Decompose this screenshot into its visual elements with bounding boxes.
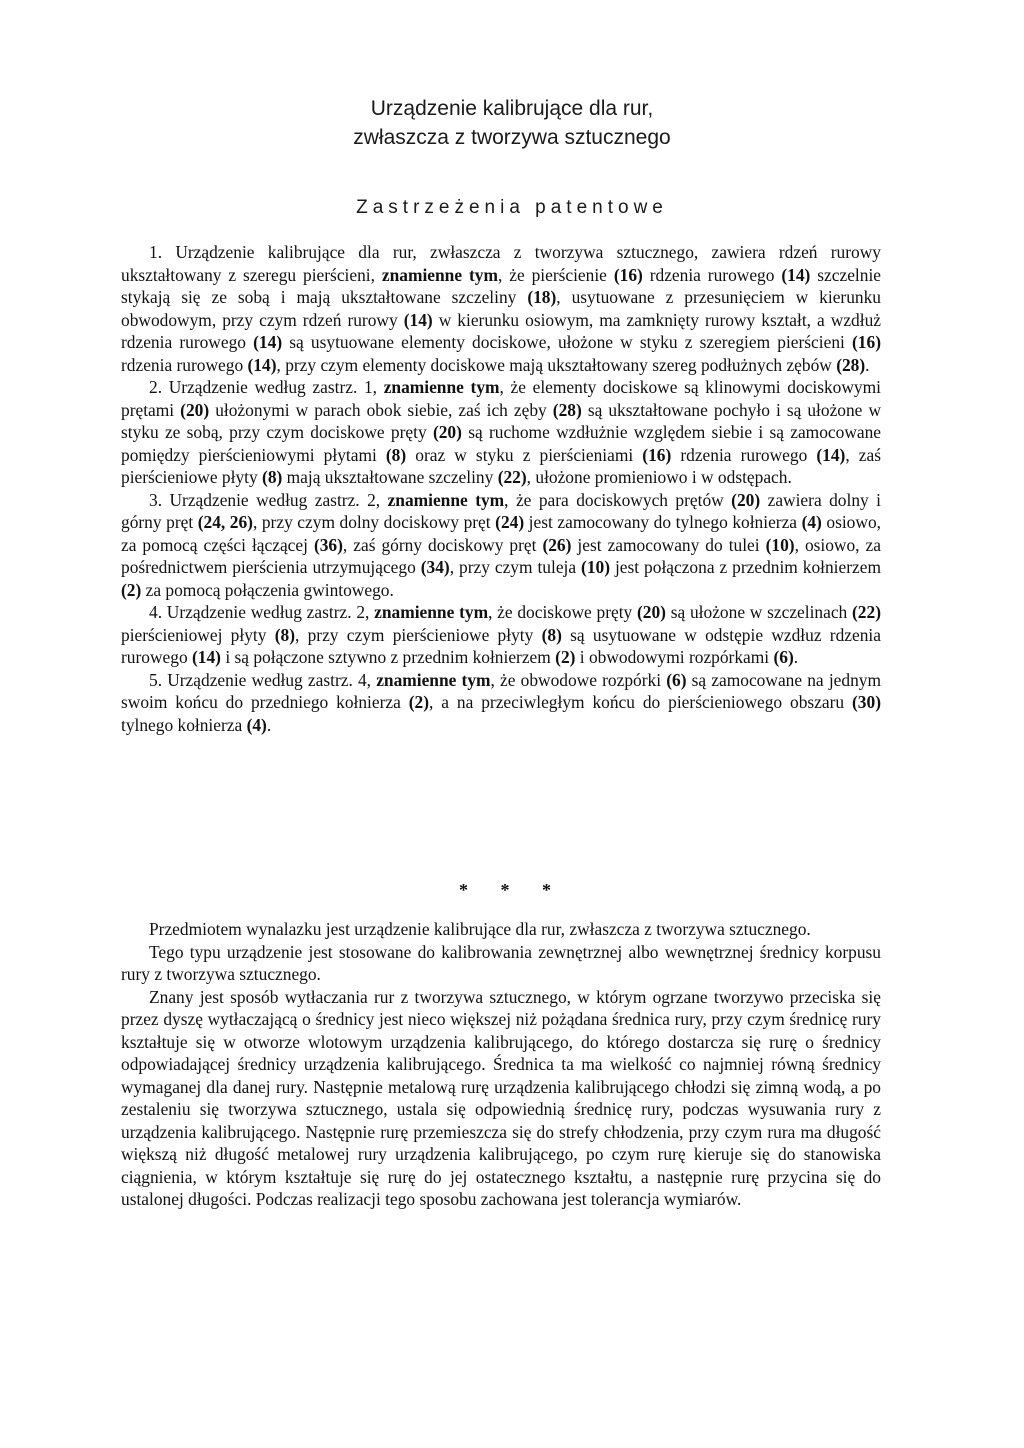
bold-run: znamienne tym xyxy=(381,264,498,285)
bold-run: (6) xyxy=(666,669,687,690)
description-paragraph-1: Przedmiotem wynalazku jest urządzenie kalibrujące dla rur, zwłaszcza z tworzywa sztucznego. xyxy=(149,919,811,939)
bold-run: (14) xyxy=(192,647,221,667)
claim-2: 2. Urządzenie według zastrz. 1, znamienne tym, że elementy dociskowe są klinowymi dociskowymi prętami (20) ułożonymi w parach obok siebie, zaś ich zęby (28) są ukształtowane pochyło i są ułożone w styku ze sobą, przy czym dociskowe pręty (20) są ruchome wzdłużnie względem siebie i są zamocowane pomiędzy pierścieniowymi płytami (8) oraz w styku z pierścieniami (16) rdzenia rurowego (14), zaś pierścieniowe płyty (8) mają ukształtowane szczeliny (22), ułożone promieniowo i w odstępach. xyxy=(121,377,882,487)
bold-run: znamienne tym xyxy=(383,377,500,397)
document-title-line-2: zwłaszcza z tworzywa sztucznego xyxy=(353,126,671,149)
bold-run: (26) xyxy=(542,534,572,555)
bold-run: znamienne tym xyxy=(387,489,505,510)
bold-run: (4) xyxy=(801,512,822,532)
bold-run: (22) xyxy=(852,602,881,622)
bold-run: (28) xyxy=(836,354,866,375)
bold-run: (6) xyxy=(773,647,794,667)
claim-3: 3. Urządzenie według zastrz. 2, znamienne tym, że para dociskowych prętów (20) zawiera dolny i górny pręt (24, 26), przy czym dolny dociskowy pręt (24) jest zamocowany do tylnego kołnierza (4) osiowo, za pomocą części łączącej (36), zaś górny dociskowy pręt (26) jest zamocowany do tulei (10), osiowo, za pośrednictwem pierścienia utrzymującego (34), przy czym tuleja (10) jest połączona z przednim kołnierzem (2) za pomocą połączenia gwintowego. xyxy=(121,489,881,600)
bold-run: (14) xyxy=(253,332,283,352)
bold-run: (30) xyxy=(852,692,881,712)
bold-run: (20) xyxy=(637,602,666,622)
claim-1: 1. Urządzenie kalibrujące dla rur, zwłaszcza z tworzywa sztucznego, zawiera rdzeń rurowy ukształtowany z szeregu pierścieni, znamienne tym, że pierścienie (16) rdzenia rurowego (14) szczelnie stykają się ze sobą i mają ukształtowane szczeliny (18), usytuowane z przesunięciem w kierunku obwodowym, przy czym rdzeń rurowy (14) w kierunku osiowym, ma zamknięty rurowy kształt, a wzdłuż rdzenia rurowego (14) są usytuowane elementy dociskowe, ułożone w styku z szeregiem pierścieni (16) rdzenia rurowego (14), przy czym elementy dociskowe mają ukształtowany szereg podłużnych zębów (28). xyxy=(121,242,881,375)
bold-run: (14) xyxy=(403,309,433,330)
bold-run: (2) xyxy=(408,692,430,712)
bold-run: (28) xyxy=(552,399,582,420)
bold-run: (16) xyxy=(642,444,672,465)
bold-run: (16) xyxy=(613,264,643,285)
bold-run: (16) xyxy=(852,332,881,352)
bold-run: (10) xyxy=(581,557,611,577)
bold-run: znamienne tym xyxy=(374,602,489,622)
section-separator: * * * xyxy=(459,880,565,900)
claim-5: 5. Urządzenie według zastrz. 4, znamienne tym, że obwodowe rozpórki (6) są zamocowane na jednym swoim końcu do przedniego kołnierza (2), a na przeciwległym końcu do pierścieniowego obszaru (30) tylnego kołnierza (4). xyxy=(121,669,881,735)
bold-run: (18) xyxy=(527,287,557,307)
bold-run: (36) xyxy=(313,534,343,555)
bold-run: (22) xyxy=(497,467,527,487)
claims-section xyxy=(121,241,881,736)
bold-run: (20) xyxy=(180,399,210,420)
bold-run: (2) xyxy=(121,579,142,600)
bold-run: (4) xyxy=(246,714,267,735)
bold-run: (24, 26) xyxy=(197,512,253,532)
document-title-line-1: Urządzenie kalibrujące dla rur, xyxy=(370,97,654,120)
claim-4: 4. Urządzenie według zastrz. 2, znamienne tym, że dociskowe pręty (20) są ułożone w szczelinach (22) pierścieniowej płyty (8), przy czym pierścieniowe płyty (8) są usytuowane w odstępie wzdłuz rdzenia rurowego (14) i są połączone sztywno z przednim kołnierzem (2) i obwodowymi rozpórkami (6). xyxy=(121,602,881,667)
bold-run: (20) xyxy=(731,489,761,510)
bold-run: (8) xyxy=(385,444,407,465)
description-paragraph-2: Tego typu urządzenie jest stosowane do kalibrowania zewnętrznej albo wewnętrznej średnicy korpusu rury z tworzywa sztucznego. xyxy=(121,941,881,984)
bold-run: (14) xyxy=(247,354,277,375)
bold-run: (34) xyxy=(420,557,450,577)
bold-run: (10) xyxy=(765,534,795,555)
claims-heading: Zastrzeżenia patentowe xyxy=(356,197,668,218)
bold-run: (8) xyxy=(274,624,295,645)
description-section xyxy=(121,918,881,1211)
bold-run: (8) xyxy=(262,467,283,487)
bold-run: (2) xyxy=(555,647,576,667)
bold-run: (8) xyxy=(541,624,562,645)
description-paragraph-3: Znany jest sposób wytłaczania rur z tworzywa sztucznego, w którym ogrzane tworzywo przeciska się przez dyszę wytłaczającą o średnicy jest nieco większej niż pożądana średnica rury, przy czym średnicę rury kształtuje się w otworze wlotowym urządzenia kalibrującego, do którego dostarcza się rurę o średnicy odpowiadającej średnicy urządzenia kalibrującego. Średnica ta ma wielkość co najmniej równą średnicy wymaganej dla danej rury. Następnie metalową rurę urządzenia kalibrującego chłodzi się zimną wodą, a po zestaleniu się tworzywa sztucznego, ustala się odpowiednią średnicę rury, podczas wysuwania rury z urządzenia kalibrującego. Następnie rurę przemieszcza się do strefy chłodzenia, przy czym rura ma długość większą niż długość metalowej rury urządzenia kalibrującego, po czym rurę kieruje się do stanowiska ciągnienia, w którym kształtuje się rurę do jej ostatecznego kształtu, a następnie rurę przycina się do ustalonej długości. Podczas realizacji tego sposobu zachowana jest tolerancja wymiarów. xyxy=(121,986,881,1209)
bold-run: (14) xyxy=(816,444,846,465)
bold-run: znamienne tym xyxy=(376,669,491,690)
bold-run: (24) xyxy=(495,512,525,532)
bold-run: (20) xyxy=(432,422,462,442)
bold-run: (14) xyxy=(781,264,811,285)
